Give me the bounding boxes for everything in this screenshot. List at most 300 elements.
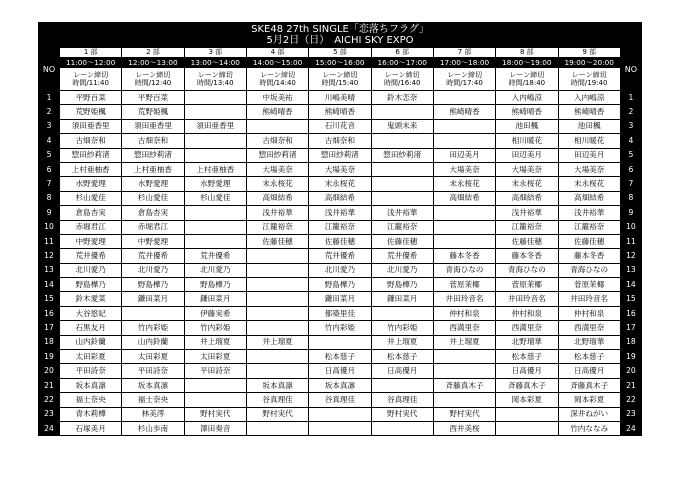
member-cell <box>246 321 308 335</box>
member-cell: 高畑結希 <box>496 191 558 205</box>
member-cell: 浅井裕華 <box>309 206 371 220</box>
row-number-right: 14 <box>620 278 641 292</box>
member-cell: 平田詩奈 <box>122 364 184 378</box>
member-cell: 伊藤実希 <box>184 306 246 320</box>
member-cell <box>433 206 495 220</box>
member-cell: 鬼頭未来 <box>371 119 433 133</box>
member-cell <box>371 421 433 435</box>
member-cell <box>309 335 371 349</box>
cutoff-label: レーン締切 <box>322 71 358 79</box>
member-cell <box>246 306 308 320</box>
member-cell: 北川愛乃 <box>60 263 122 277</box>
member-cell: 石黒友月 <box>60 321 122 335</box>
member-cell: 水野愛理 <box>184 177 246 191</box>
member-cell: 井田玲音名 <box>433 292 495 306</box>
member-cell <box>309 407 371 421</box>
member-cell: 古畑奈和 <box>246 134 308 148</box>
cutoff-time: 時間/19:40 <box>570 79 608 87</box>
member-cell: 北野瑠華 <box>558 335 620 349</box>
member-cell <box>433 220 495 234</box>
session-time: 15:00～16:00 <box>309 58 371 68</box>
row-number-left: 19 <box>39 350 60 364</box>
member-cell: 青海ひなの <box>558 263 620 277</box>
row-number-right: 18 <box>620 335 641 349</box>
member-cell: 山内鈴蘭 <box>60 335 122 349</box>
member-cell: 北川愛乃 <box>122 263 184 277</box>
part-header: 4 部 <box>246 48 308 58</box>
member-cell: 惣田紗莉渚 <box>60 148 122 162</box>
member-cell <box>184 206 246 220</box>
member-cell: 熊崎晴香 <box>496 105 558 119</box>
member-cell: 荒井優希 <box>60 249 122 263</box>
member-cell: 杉山歩南 <box>122 421 184 435</box>
member-cell <box>496 407 558 421</box>
member-cell: 竹内ななみ <box>558 421 620 435</box>
member-cell: 仲村和泉 <box>558 306 620 320</box>
schedule-table <box>38 22 642 436</box>
cutoff-label: レーン締切 <box>135 71 171 79</box>
member-cell: 青海ひなの <box>496 263 558 277</box>
row-number-right: 2 <box>620 105 641 119</box>
member-cell <box>371 162 433 176</box>
member-cell: 菅原茉椰 <box>433 278 495 292</box>
member-cell: 高畑結希 <box>558 191 620 205</box>
member-cell: 松本慈子 <box>558 350 620 364</box>
member-cell: 竹内彩姫 <box>371 321 433 335</box>
member-cell <box>371 306 433 320</box>
table-row <box>39 407 642 421</box>
member-cell <box>122 306 184 320</box>
member-cell: 大場美奈 <box>496 162 558 176</box>
member-cell: 高畑結希 <box>309 191 371 205</box>
member-cell: 藤本冬香 <box>558 249 620 263</box>
member-cell: 井上瑠夏 <box>246 335 308 349</box>
cutoff-label: レーン締切 <box>73 71 109 79</box>
member-cell: 井田玲音名 <box>496 292 558 306</box>
member-cell: 仲村和泉 <box>496 306 558 320</box>
member-cell: 荒井優希 <box>371 249 433 263</box>
row-number-left: 12 <box>39 249 60 263</box>
member-cell: 井田玲音名 <box>558 292 620 306</box>
row-number-left: 15 <box>39 292 60 306</box>
member-cell <box>184 220 246 234</box>
member-cell: 菅原茉椰 <box>496 278 558 292</box>
no-header-right: NO <box>620 48 641 91</box>
member-cell <box>371 191 433 205</box>
row-number-right: 15 <box>620 292 641 306</box>
lane-cutoff <box>371 68 433 91</box>
table-row <box>39 292 642 306</box>
member-cell: 江籠裕奈 <box>309 220 371 234</box>
row-number-left: 23 <box>39 407 60 421</box>
member-cell <box>433 91 495 105</box>
member-cell: 大場美奈 <box>309 162 371 176</box>
row-number-left: 13 <box>39 263 60 277</box>
member-cell: 日高優月 <box>496 364 558 378</box>
lane-cutoff <box>558 68 620 91</box>
member-cell: 日高優月 <box>371 364 433 378</box>
row-number-right: 17 <box>620 321 641 335</box>
row-number-left: 16 <box>39 306 60 320</box>
member-cell: 熊崎晴香 <box>433 105 495 119</box>
table-row <box>39 206 642 220</box>
session-time: 16:00～17:00 <box>371 58 433 68</box>
member-cell: 澤田奏音 <box>184 421 246 435</box>
member-cell: 岡本彩夏 <box>496 393 558 407</box>
session-time: 12:00～13:00 <box>122 58 184 68</box>
member-cell: 赤堀君江 <box>122 220 184 234</box>
member-cell: 野島樺乃 <box>371 278 433 292</box>
cutoff-time: 時間/11:40 <box>72 79 109 87</box>
row-number-left: 7 <box>39 177 60 191</box>
member-cell <box>433 119 495 133</box>
member-cell: 倉島杏実 <box>60 206 122 220</box>
row-number-right: 13 <box>620 263 641 277</box>
member-cell: 佐藤佳穂 <box>558 234 620 248</box>
cutoff-time: 時間/13:40 <box>197 79 234 87</box>
member-cell <box>246 263 308 277</box>
member-cell: 北川愛乃 <box>184 263 246 277</box>
lane-cutoff <box>184 68 246 91</box>
member-cell: 荒井優希 <box>309 249 371 263</box>
member-cell <box>246 278 308 292</box>
cutoff-time: 時間/14:40 <box>259 79 296 87</box>
table-row <box>39 306 642 320</box>
member-cell: 川嶋美晴 <box>309 91 371 105</box>
member-cell: 江籠裕奈 <box>246 220 308 234</box>
part-header: 9 部 <box>558 48 620 58</box>
member-cell: 谷真理佳 <box>371 393 433 407</box>
session-time: 17:00～18:00 <box>433 58 495 68</box>
member-cell: 西井美桜 <box>433 421 495 435</box>
member-cell: 藤本冬香 <box>496 249 558 263</box>
member-cell: 北野瑠華 <box>496 335 558 349</box>
member-cell: 江籠裕奈 <box>558 220 620 234</box>
member-cell: 上村亜柚香 <box>184 162 246 176</box>
row-number-left: 10 <box>39 220 60 234</box>
member-cell <box>184 393 246 407</box>
row-number-right: 4 <box>620 134 641 148</box>
cutoff-time: 時間/17:40 <box>446 79 483 87</box>
cutoff-label: レーン締切 <box>447 71 482 79</box>
member-cell: 鈴木恋奈 <box>371 91 433 105</box>
member-cell: 太田彩夏 <box>122 350 184 364</box>
member-cell: 坂本真凛 <box>246 378 308 392</box>
table-row <box>39 249 642 263</box>
part-header: 5 部 <box>309 48 371 58</box>
member-cell: 鈴木愛菜 <box>60 292 122 306</box>
member-cell: 杉山愛佳 <box>184 191 246 205</box>
session-time: 18:00～19:00 <box>496 58 558 68</box>
row-number-left: 22 <box>39 393 60 407</box>
row-number-right: 6 <box>620 162 641 176</box>
member-cell: 浅井裕華 <box>558 206 620 220</box>
member-cell: 斉藤真木子 <box>558 378 620 392</box>
row-number-right: 22 <box>620 393 641 407</box>
member-cell: 田辺美月 <box>496 148 558 162</box>
table-row <box>39 278 642 292</box>
table-row <box>39 91 642 105</box>
table-row <box>39 134 642 148</box>
session-time: 19:00～20:00 <box>558 58 620 68</box>
member-cell: 谷真理佳 <box>246 393 308 407</box>
lane-cutoff <box>433 68 495 91</box>
member-cell: 鎌田菜月 <box>184 292 246 306</box>
cutoff-label: レーン締切 <box>197 71 233 79</box>
member-cell: 日高優月 <box>558 364 620 378</box>
table-row <box>39 364 642 378</box>
row-number-left: 6 <box>39 162 60 176</box>
no-header-left: NO <box>39 48 60 91</box>
member-cell <box>371 105 433 119</box>
member-cell: 熊崎晴香 <box>246 105 308 119</box>
cutoff-label: レーン締切 <box>260 71 296 79</box>
table-row <box>39 220 642 234</box>
row-number-left: 2 <box>39 105 60 119</box>
member-cell: 坂本真凛 <box>309 378 371 392</box>
member-cell <box>433 364 495 378</box>
member-cell <box>246 350 308 364</box>
table-row <box>39 148 642 162</box>
member-cell: 佐藤佳穂 <box>309 234 371 248</box>
member-cell: 斉藤真木子 <box>496 378 558 392</box>
part-header: 2 部 <box>122 48 184 58</box>
row-number-left: 20 <box>39 364 60 378</box>
row-number-left: 8 <box>39 191 60 205</box>
member-cell <box>433 234 495 248</box>
member-cell: 坂本真凛 <box>122 378 184 392</box>
member-cell: 荒井優希 <box>122 249 184 263</box>
member-cell: 石塚美月 <box>60 421 122 435</box>
cutoff-label: レーン締切 <box>509 71 545 79</box>
row-number-right: 12 <box>620 249 641 263</box>
member-cell: 佐藤佳穂 <box>496 234 558 248</box>
member-cell: 松本慈子 <box>309 350 371 364</box>
row-number-left: 18 <box>39 335 60 349</box>
cutoff-time: 時間/15:40 <box>321 79 359 87</box>
member-cell: 高畑結希 <box>246 191 308 205</box>
member-cell: 都築里佳 <box>309 306 371 320</box>
table-row <box>39 234 642 248</box>
member-cell: 北川愛乃 <box>371 263 433 277</box>
row-number-right: 10 <box>620 220 641 234</box>
table-row <box>39 335 642 349</box>
member-cell: 熊崎晴香 <box>309 105 371 119</box>
row-number-right: 20 <box>620 364 641 378</box>
member-cell: 青海ひなの <box>433 263 495 277</box>
member-cell: 平田詩奈 <box>60 364 122 378</box>
row-number-left: 1 <box>39 91 60 105</box>
row-number-right: 21 <box>620 378 641 392</box>
part-header: 7 部 <box>433 48 495 58</box>
member-cell <box>246 119 308 133</box>
member-cell: 鎌田菜月 <box>122 292 184 306</box>
row-number-left: 17 <box>39 321 60 335</box>
session-time: 11:00～12:00 <box>60 58 122 68</box>
member-cell <box>184 105 246 119</box>
member-cell: 太田彩夏 <box>60 350 122 364</box>
member-cell: 大場美奈 <box>433 162 495 176</box>
member-cell: 井上瑠夏 <box>433 335 495 349</box>
member-cell: 西満里奈 <box>433 321 495 335</box>
cutoff-label: レーン締切 <box>571 71 607 79</box>
member-cell <box>246 249 308 263</box>
title-date-venue: 5月2日（日） AICHI SKY EXPO <box>266 35 414 46</box>
table-row <box>39 350 642 364</box>
member-cell: 古畑奈和 <box>60 134 122 148</box>
member-cell: 池田楓 <box>496 119 558 133</box>
member-cell: 大場美奈 <box>246 162 308 176</box>
part-header: 6 部 <box>371 48 433 58</box>
member-cell: 坂本真凛 <box>60 378 122 392</box>
member-cell: 竹内彩姫 <box>309 321 371 335</box>
member-cell: 井上瑠夏 <box>184 335 246 349</box>
member-cell: 荒井優希 <box>184 249 246 263</box>
lane-cutoff <box>246 68 308 91</box>
member-cell: 谷真理佳 <box>309 393 371 407</box>
cutoff-time: 時間/18:40 <box>508 79 546 87</box>
member-cell: 日高優月 <box>309 364 371 378</box>
table-row <box>39 191 642 205</box>
row-number-left: 9 <box>39 206 60 220</box>
row-number-right: 16 <box>620 306 641 320</box>
member-cell: 中野愛理 <box>122 234 184 248</box>
member-cell: 倉島杏実 <box>122 206 184 220</box>
time-row <box>39 58 642 68</box>
member-cell: 入内嶋涼 <box>496 91 558 105</box>
member-cell: 井上瑠夏 <box>371 335 433 349</box>
member-cell: 須田亜香里 <box>184 119 246 133</box>
member-cell: 浅井裕華 <box>371 206 433 220</box>
row-number-left: 21 <box>39 378 60 392</box>
member-cell: 野村実代 <box>433 407 495 421</box>
member-cell <box>309 421 371 435</box>
member-cell <box>496 421 558 435</box>
member-cell: 平野百菜 <box>60 91 122 105</box>
member-cell <box>246 292 308 306</box>
member-cell: 高畑結希 <box>433 191 495 205</box>
member-cell: 荒野姫楓 <box>122 105 184 119</box>
table-row <box>39 119 642 133</box>
member-cell: 赤堀君江 <box>60 220 122 234</box>
member-cell: 浅井裕華 <box>246 206 308 220</box>
member-cell: 野島樺乃 <box>122 278 184 292</box>
part-header: 3 部 <box>184 48 246 58</box>
member-cell <box>246 421 308 435</box>
member-cell: 西満里奈 <box>558 321 620 335</box>
member-cell: 末永桜花 <box>433 177 495 191</box>
member-cell: 惣田紗莉渚 <box>122 148 184 162</box>
row-number-right: 23 <box>620 407 641 421</box>
member-cell <box>184 234 246 248</box>
row-number-right: 7 <box>620 177 641 191</box>
session-time: 14:00～15:00 <box>246 58 308 68</box>
table-row <box>39 321 642 335</box>
member-cell: 水野愛理 <box>122 177 184 191</box>
member-cell: 須田亜香里 <box>122 119 184 133</box>
row-number-right: 5 <box>620 148 641 162</box>
member-cell: 菅原茉椰 <box>558 278 620 292</box>
member-cell <box>184 148 246 162</box>
member-cell: 上村亜柚香 <box>60 162 122 176</box>
member-cell: 太田彩夏 <box>184 350 246 364</box>
member-cell: 大谷悠妃 <box>60 306 122 320</box>
table-row <box>39 393 642 407</box>
member-cell: 平田詩奈 <box>184 364 246 378</box>
member-cell: 竹内彩姫 <box>184 321 246 335</box>
member-cell: 入内嶋涼 <box>558 91 620 105</box>
member-cell: 福士奈央 <box>60 393 122 407</box>
row-number-right: 11 <box>620 234 641 248</box>
member-cell <box>433 134 495 148</box>
row-number-right: 3 <box>620 119 641 133</box>
member-cell: 末永桜花 <box>558 177 620 191</box>
member-cell <box>246 364 308 378</box>
member-cell <box>371 378 433 392</box>
row-number-right: 9 <box>620 206 641 220</box>
member-cell: 岡本彩夏 <box>558 393 620 407</box>
member-cell: 水野愛理 <box>60 177 122 191</box>
member-cell: 惣田紗莉渚 <box>371 148 433 162</box>
cutoff-label: レーン締切 <box>384 71 420 79</box>
member-cell: 荒野姫楓 <box>60 105 122 119</box>
member-cell: 杉山愛佳 <box>60 191 122 205</box>
member-cell: 惣田紗莉渚 <box>309 148 371 162</box>
member-cell: 中野愛理 <box>60 234 122 248</box>
member-cell: 竹内彩姫 <box>122 321 184 335</box>
table-row <box>39 263 642 277</box>
member-cell: 浅井裕華 <box>496 206 558 220</box>
member-cell: 相川暖花 <box>496 134 558 148</box>
member-cell: 古畑奈和 <box>309 134 371 148</box>
member-cell: 仲村和泉 <box>433 306 495 320</box>
row-number-right: 19 <box>620 350 641 364</box>
table-row <box>39 177 642 191</box>
member-cell: 末永桜花 <box>309 177 371 191</box>
member-cell: 池田楓 <box>558 119 620 133</box>
member-cell: 須田亜香里 <box>60 119 122 133</box>
row-number-left: 5 <box>39 148 60 162</box>
member-cell: 佐藤佳穂 <box>371 234 433 248</box>
member-cell: 野島樺乃 <box>60 278 122 292</box>
table-row <box>39 105 642 119</box>
member-cell <box>184 378 246 392</box>
row-number-left: 11 <box>39 234 60 248</box>
member-cell: 江籠裕奈 <box>371 220 433 234</box>
table-row <box>39 162 642 176</box>
member-cell: 杉山愛佳 <box>122 191 184 205</box>
member-cell <box>433 350 495 364</box>
member-cell: 山内鈴蘭 <box>122 335 184 349</box>
cutoff-time: 時間/12:40 <box>134 79 172 87</box>
row-number-left: 4 <box>39 134 60 148</box>
part-row <box>39 48 642 58</box>
member-cell: 深井ねがい <box>558 407 620 421</box>
member-cell: 熊崎晴香 <box>558 105 620 119</box>
cutoff-row <box>39 68 642 91</box>
member-cell: 石川花音 <box>309 119 371 133</box>
table-row <box>39 378 642 392</box>
member-cell: 鎌田菜月 <box>309 292 371 306</box>
lane-cutoff <box>122 68 184 91</box>
lane-cutoff <box>496 68 558 91</box>
row-number-right: 24 <box>620 421 641 435</box>
part-header: 8 部 <box>496 48 558 58</box>
member-cell: 北川愛乃 <box>309 263 371 277</box>
lane-cutoff <box>309 68 371 91</box>
row-number-right: 1 <box>620 91 641 105</box>
table-row <box>39 421 642 435</box>
